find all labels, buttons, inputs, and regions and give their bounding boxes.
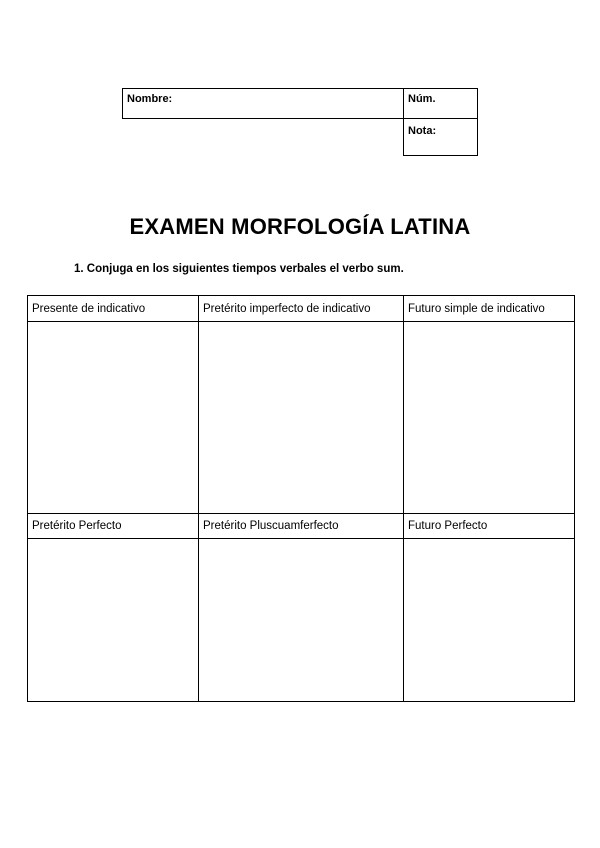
answer-preterito-imperfecto[interactable] bbox=[199, 322, 404, 514]
number-label: Núm. bbox=[408, 93, 436, 105]
header-preterito-imperfecto: Pretérito imperfecto de indicativo bbox=[199, 296, 404, 322]
conjugation-table bbox=[27, 295, 575, 702]
header-futuro-simple: Futuro simple de indicativo bbox=[404, 296, 575, 322]
answer-presente[interactable] bbox=[28, 322, 199, 514]
page-title: EXAMEN MORFOLOGÍA LATINA bbox=[129, 214, 471, 239]
answer-futuro-simple[interactable] bbox=[404, 322, 575, 514]
name-field[interactable] bbox=[123, 89, 404, 119]
answer-pluscuamperfecto[interactable] bbox=[199, 539, 404, 702]
question-1: 1. Conjuga en los siguientes tiempos verbales el verbo sum. bbox=[74, 263, 404, 275]
header-presente: Presente de indicativo bbox=[28, 296, 199, 322]
answer-preterito-perfecto[interactable] bbox=[28, 539, 199, 702]
blank-cell bbox=[123, 119, 404, 156]
number-field[interactable] bbox=[404, 89, 478, 119]
grade-field[interactable] bbox=[404, 119, 478, 156]
header-pluscuamperfecto: Pretérito Pluscuamferfecto bbox=[199, 514, 404, 539]
header-futuro-perfecto: Futuro Perfecto bbox=[404, 514, 575, 539]
name-label: Nombre: bbox=[127, 93, 173, 105]
header-preterito-perfecto: Pretérito Perfecto bbox=[28, 514, 199, 539]
answer-futuro-perfecto[interactable] bbox=[404, 539, 575, 702]
grade-label: Nota: bbox=[408, 125, 437, 137]
student-info-box bbox=[122, 88, 478, 156]
